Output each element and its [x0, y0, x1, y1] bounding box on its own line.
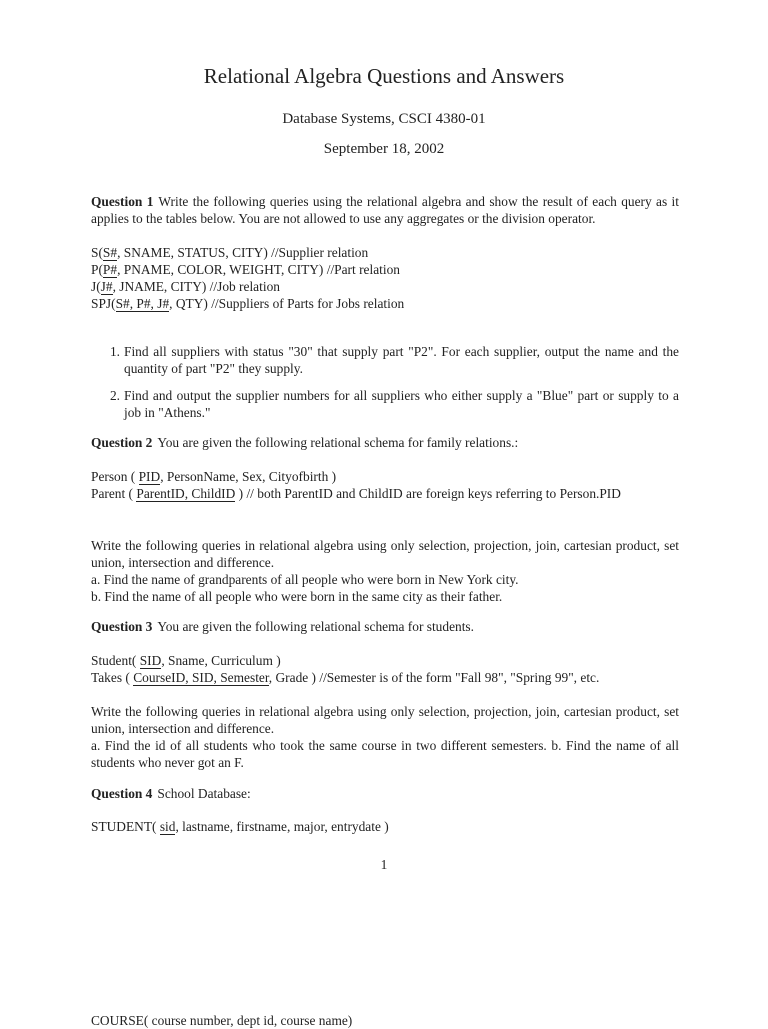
primary-key: S#, P#, J#	[115, 296, 170, 311]
schema-takes: Takes ( CourseID, SID, Semester, Grade ) //Semester is of the form "Fall 98", "Spring 99", etc.	[91, 670, 600, 685]
question-4-label: Question 4	[91, 786, 153, 801]
question-2a: a. Find the name of grandparents of all people who were born in New York city.	[91, 572, 519, 587]
list-text: Find all suppliers with status "30" that supply part "P2". For each supplier, output the name and the quantity of part "P2" they supply.	[124, 344, 679, 376]
course-subtitle: Database Systems, CSCI 4380-01	[282, 111, 486, 127]
document-title: Relational Algebra Questions and Answers	[203, 64, 565, 88]
list-item	[106, 387, 679, 421]
schema-parent: Parent ( ParentID, ChildID ) // both ParentID and ChildID are foreign keys referring to Person.PID	[91, 486, 621, 501]
schema-p: P(P#, PNAME, COLOR, WEIGHT, CITY) //Part relation	[91, 262, 400, 277]
schema-course: COURSE( course number, dept id, course name)	[91, 1013, 353, 1028]
schema-spj: SPJ(S#, P#, J#, QTY) //Suppliers of Parts for Jobs relation	[91, 296, 405, 311]
question-3-instructions: Write the following queries in relational algebra using only selection, projection, join, cartesian product, set union, intersection and difference.	[91, 704, 679, 736]
schema-j: J(J#, JNAME, CITY) //Job relation	[91, 279, 280, 294]
question-3-intro: Question 3 You are given the following relational schema for students.	[91, 619, 474, 634]
question-4-intro: Question 4 School Database:	[91, 786, 251, 801]
primary-key: SID	[139, 653, 162, 668]
question-2b: b. Find the name of all people who were born in the same city as their father.	[91, 589, 503, 604]
question-2-instructions: Write the following queries in relational algebra using only selection, projection, join, cartesian product, set union, intersection and difference.	[91, 538, 679, 570]
question-3ab: a. Find the id of all students who took the same course in two different semesters. b. Find the name of all students who never got an F.	[91, 738, 679, 770]
primary-key: J#	[100, 279, 113, 294]
primary-key: PID	[138, 469, 161, 484]
list-number: 2.	[109, 388, 120, 403]
schema-student-school: STUDENT( sid, lastname, firstname, major, entrydate )	[91, 819, 389, 834]
schema-s: S(S#, SNAME, STATUS, CITY) //Supplier relation	[91, 245, 369, 260]
primary-key: P#	[102, 262, 118, 277]
question-3-label: Question 3	[91, 619, 153, 634]
question-1-label: Question 1	[91, 194, 154, 209]
list-item	[106, 343, 679, 377]
list-number: 1.	[109, 344, 120, 359]
question-2-label: Question 2	[91, 435, 153, 450]
list-text: Find and output the supplier numbers for all suppliers who either supply a "Blue" part or supply to a job in "Athens."	[124, 388, 679, 420]
question-1-text: Write the following queries using the relational algebra and show the result of each query as it applies to the tables below. You are not allowed to use any aggregates or the division operator.	[91, 194, 679, 226]
question-1-intro	[91, 193, 679, 227]
question-2-intro: Question 2 You are given the following relational schema for family relations.:	[91, 435, 519, 450]
primary-key: sid	[159, 819, 176, 834]
date-subtitle: September 18, 2002	[323, 141, 445, 157]
schema-student: Student( SID, Sname, Curriculum )	[91, 653, 281, 668]
primary-key: CourseID, SID, Semester	[133, 670, 269, 685]
primary-key: S#	[102, 245, 118, 260]
schema-person: Person ( PID, PersonName, Sex, Cityofbirth )	[91, 469, 337, 484]
primary-key: ParentID, ChildID	[136, 486, 236, 501]
page-number: 1	[380, 857, 388, 872]
